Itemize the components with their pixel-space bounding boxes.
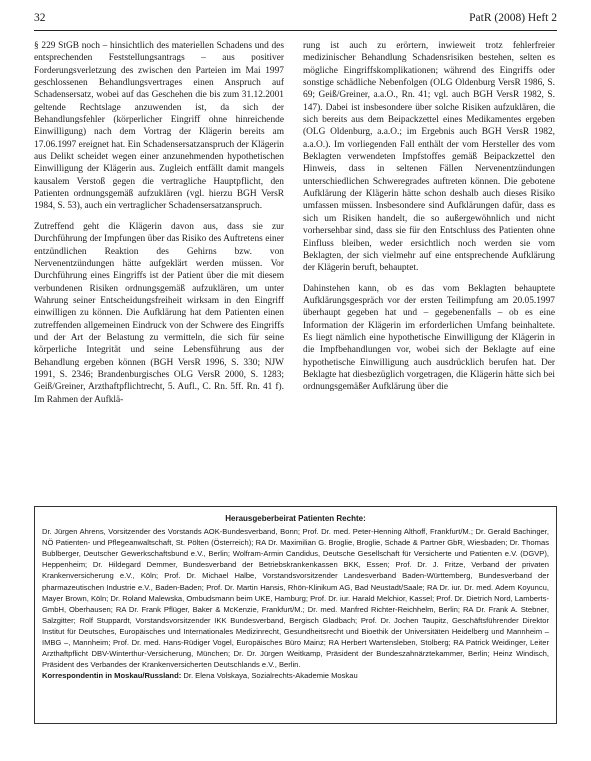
correspondent-line: [42, 670, 549, 681]
advisory-board-title: Herausgeberbeirat Patienten Rechte:: [225, 514, 366, 523]
right-paragraph-1: rung ist auch zu erörtern, inwieweit trotz fehlerfreier medizinischer Behandlung Schadensrisiken bestehen, selten es mögliche Eingriffskomplikationen; während des Eingriffs oder sonstige schädliche Nebenfolgen (OLG Oldenburg VersR 1986, S. 69; Geiß/Greiner, a.a.O., Rn. 41; vgl. auch BGH VersR 1982, S. 147). Dabei ist insbesondere über solche Risiken aufzuklären, die sich bereits aus dem Beipackzettel eines Medikamentes ergeben (OLG Oldenburg, a.a.O.; im Ergebnis auch BGH VersR 1982, a.a.O.). Im vorliegenden Fall enthält der vom Hersteller des vom Beklagten verwendeten Impfstoffes gemäß Beipackzettel den Hinweis, dass in seltenen Fällen Nervenentzündungen unterschiedlichen Schweregrades auftreten können. Die gebotene Aufklärung der Klägerin hätte schon deshalb auch dieses Risiko umfassen müssen. Insbesondere sind Aufklärungen dafür, dass es sich um Risiken handelt, die so außergewöhnlich und nicht vorhersehbar sind, dass sie für den Entschluss des Patienten ohne Einfluss bleiben, weder ersichtlich noch werden sie vom Beklagten, der sich vielmehr auf eine entsprechende Aufklärung der Klägerin beruft, behauptet.: [303, 41, 555, 274]
advisory-board-box: [34, 506, 557, 724]
right-paragraph-2: Dahinstehen kann, ob es das vom Beklagten behauptete Aufklärungsgespräch vor der ersten Teilimpfung am 20.05.1997 überhaupt gegeben hat und – gegebenenfalls – ob es eine Information der Klägerin im erforderlichen Umfang beinhaltete. Es liegt nämlich eine hypothetische Einwilligung der Klägerin in die Impfbehandlungen vor, wobei sich der Beklagte auf eine hypothetische Einwilligung auch ausdrücklich berufen hat. Der Beklagte hat diesbezüglich vorgetragen, die Klägerin hätte sich bei ordnungsgemäßer Aufklärung über die: [303, 283, 555, 393]
page-header: [34, 12, 557, 31]
correspondent-name: Dr. Elena Volskaya, Sozialrechts-Akademie Moskau: [183, 671, 358, 681]
left-paragraph-1: § 229 StGB noch – hinsichtlich des materiellen Schadens und des entsprechenden Feststellungsantrags – aus positiver Forderungsverletzung des zwischen den Parteien im Mai 1997 geschlossenen Behandlungsvertrages einen Anspruch auf Schadensersatz, wobei auf das Geschehen die bis zum 31.12.2001 geltende Rechtslage anzuwenden ist, da sich der Behandlungsfehler (körperlicher Eingriff ohne hinreichende Einwilligung) nach dem Vortrag der Klägerin bereits am 17.06.1997 ereignet hat. Ein Schadensersatzanspruch der Klägerin aus Delikt scheidet wegen einer anzunehmenden hypothetischen Einwilligung der Klägerin aus. Zugleich entfällt damit mangels kausalem Verstoß gegen die vertragliche Hauptpflicht, den Patienten ordnungsgemäß aufzuklären (vgl. hierzu BGH VersR 1984, S. 53), auch ein vertraglicher Schadensersatzanspruch.: [34, 41, 284, 212]
left-paragraph-2: Zutreffend geht die Klägerin davon aus, dass sie zur Durchführung der Impfungen über das Risiko des Auftretens einer entzündlichen Reaktion des Gehirns bzw. von Nervenentzündungen hätte aufgeklärt werden müssen. Vor Durchführung eines Eingriffs ist der Patient über die mit diesem verbundenen Risiken ordnungsgemäß aufzuklären, um unter Wahrung seiner Entscheidungsfreiheit wirksam in den Eingriff einwilligen zu können. Die Aufklärung hat dem Patienten einen zutreffenden allgemeinen Eindruck von der Schwere des Eingriffs und der Art der Belastung zu vermitteln, die sich für seine körperliche Integrität und seine Lebensführung aus der Behandlung ergeben können (BGH VersR 1996, S. 330; NJW 1991, S. 2346; Brandenburgisches OLG VersR 2000, S. 1283; Geiß/Greiner, Arzthaftpflichtrecht, 5. Aufl., C. Rn. 5ff. Rn. 41 f). Im Rahmen der Aufklä-: [34, 221, 284, 405]
journal-title: PatR (2008) Heft 2: [469, 12, 557, 24]
advisory-board-members: Dr. Jürgen Ahrens, Vorsitzender des Vorstands AOK-Bundesverband, Bonn; Prof. Dr. med. Peter-Henning Althoff, Frankfurt/M.; Dr. Gerald Bachinger, NÖ Patienten- und Pflegeanwaltschaft, St. Pölten (Österreich); RA Dr. Maximilian G. Broglie, Broglie, Schade & Partner GbR, Wiesbaden; Dr. Thomas Bublberger, Deutscher Gewerkschaftsbund e.V., Berlin; Wolfram-Armin Candidus, Deutsche Gesellschaft für Versicherte und Patienten e.V. (DGVP), Heppenheim; Dr. Hildegard Demmer, Bundesverband der Betriebskrankenkassen BKK, Essen; Prof. Dr. J. Fritze, Verband der privaten Krankenversicherung e.V., Köln; Prof. Dr. Michael Halbe, Vorstandsvorsitzender Landesverband Baden-Württemberg, Bundesverband der pharmazeutischen Industrie e.V., Baden-Baden; Prof. Dr. Martin Hansis, Rhön-Klinikum AG, Bad Neustadt/Saale; RA Dr. iur. Dr. med. Adem Koyuncu, Mayer Brown, Köln; Dr. Roland Malewska, Ombudsmann beim UKE, Hamburg; Prof. Dr. iur. Harald Melchior, Kassel; Prof. Dr. Dietrich Nord, Lamberts-GmbH, Oberhausen; RA Dr. Frank Pflüger, Baker & McKenzie, Frankfurt/M.; Dr. med. Manfred Richter-Reichhelm, Berlin; RA Dr. Frank A. Stebner, Salzgitter; Rolf Stuppardt, Vorstandsvorsitzender IKK Bundesverband, Bergisch Gladbach; Prof. Dr. Jochen Taupitz, Geschäftsführender Direktor Institut für Deutsches, Europäisches und Internationales Medizinrecht, Gesundheitsrecht und Bioethik der Universitäten Heidelberg und Mannheim – IMBG –, Mannheim; Prof. Dr. med. Hans-Rüdiger Vogel, Europäisches Büro Mainz; RA Herbert Wartensleben, Stolberg; RA Patrick Weidinger, Leiter Arzthaftpflicht DBV-Winterthur-Versicherung, München; Dr. Dr. Jürgen Weitkamp, Präsident der Bundeszahnärztekammer, Berlin; Heinz Windisch, Präsident des Verbandes der Krankenversicherten Deutschlands e.V., Berlin.: [42, 527, 549, 670]
right-column: [303, 40, 555, 402]
page-number: 32: [34, 12, 46, 24]
left-column: [34, 40, 284, 414]
correspondent-label: Korrespondentin in Moskau/Russland:: [42, 671, 182, 681]
